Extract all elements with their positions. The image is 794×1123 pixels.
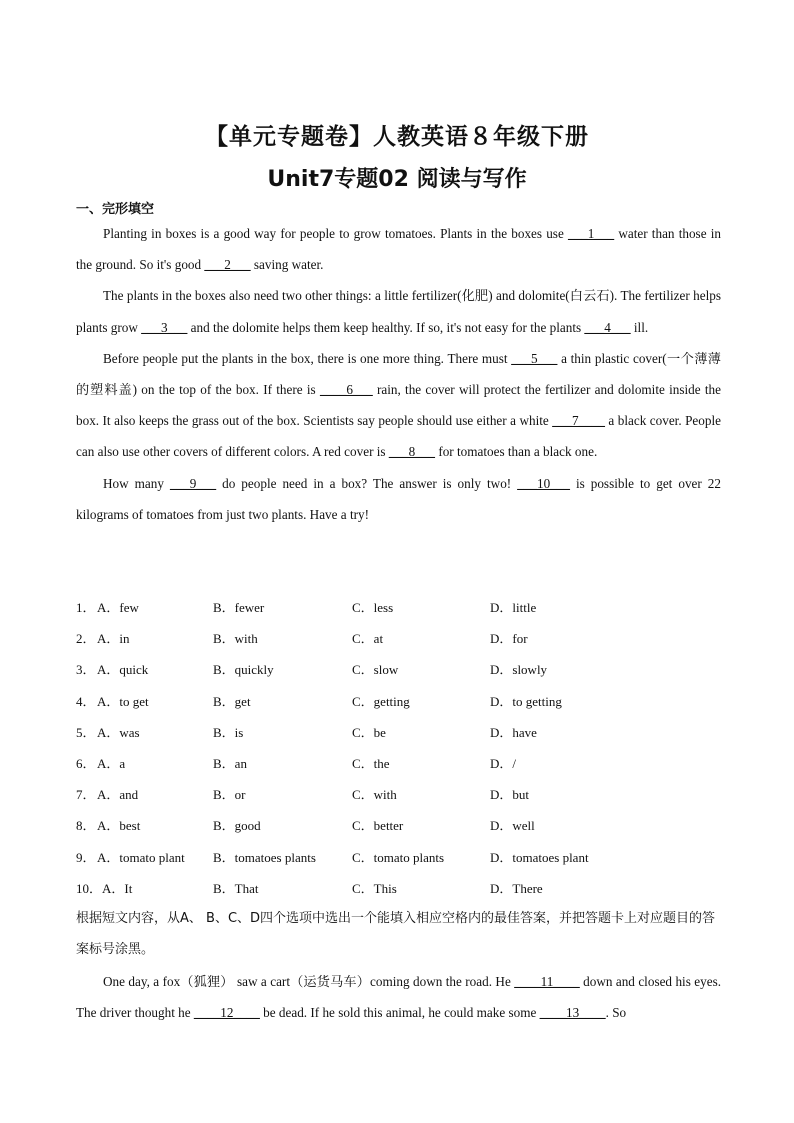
paragraph-4: How many ___9___ do people need in a box? The answer is only two! ___10___ is possible to get over 22 kilograms of tomatoes from just two plants. Have a try! [76, 475, 721, 522]
reading-passage [76, 966, 721, 1028]
blank-1: ___1___ [567, 226, 615, 241]
option-row: 8． A．best B．good C．better D．well [76, 818, 535, 834]
option-row: 1． A．few B．fewer C．less D．little [76, 600, 537, 615]
blank-3: ___3___ [141, 319, 188, 335]
option-row: 4． A．to get B．get C．getting D．to getting [76, 693, 562, 709]
page-subtitle: Unit7专题02 阅读与写作 [267, 167, 527, 192]
paragraph-1: Planting in boxes is a good way for people to grow tomatoes. Plants in the boxes use ___1___ water than those in the ground. So it's good ___2___ saving water. [76, 226, 721, 273]
option-row: 5． A．was B．is C．be D．have [76, 724, 537, 740]
option-row: 10． A．It B．That C．This D．There [76, 880, 543, 896]
option-row: 2． A．in B．with C．at D．for [76, 631, 528, 647]
blank-8: ___8___ [388, 444, 436, 460]
blank-5: ___5___ [511, 350, 558, 366]
blank-7: ___7____ [552, 413, 605, 429]
section-heading: 一、完形填空 [76, 202, 155, 217]
blank-11: ____11____ [514, 974, 580, 989]
paragraph-3: Before people put the plants in the box, there is one more thing. There must ___5___ a thin plastic cover(一个薄薄的塑料盖) on the top of the box. If there is ____6___ rain, the cover will protect the fertilizer and dolomite inside the box. It also keeps the grass out of the box. Scientists say people should use either a white ___7____ a black cover. People can also use other covers of different colors. A red cover is ___8___ for tomatoes than a black one. [76, 350, 721, 460]
option-row: 3． A．quick B．quickly C．slow D．slowly [76, 662, 548, 678]
blank-10: ___10___ [517, 475, 570, 491]
cloze-passage [76, 218, 721, 530]
paragraph-5: One day, a fox（狐狸） saw a cart（运货马车）coming down the road. He ____11____ down and closed his eyes. The driver thought he ____12____ be dead. If he sold this animal, he could make some ____13____. So [76, 974, 721, 1021]
page-title: 【单元专题卷】人教英语８年级下册 [205, 124, 589, 150]
blank-4: ___4___ [584, 319, 631, 335]
option-row: 6． A．a B．an C．the D．/ [76, 755, 517, 771]
blank-9: ___9___ [169, 475, 217, 491]
blank-2: ___2___ [204, 257, 251, 273]
option-row: 9． A．tomato plant B．tomatoes plants C．tomato plants D．tomatoes plant [76, 849, 589, 865]
paragraph-2: The plants in the boxes also need two other things: a little fertilizer(化肥) and dolomite(白云石). The fertilizer helps plants grow ___3___ and the dolomite helps them keep healthy. If so, it's not easy for the plants ___4___ ill. [76, 288, 721, 335]
option-row: 7． A．and B．or C．with D．but [76, 787, 530, 803]
answer-options [76, 592, 716, 904]
blank-13: ____13____ [539, 1005, 606, 1021]
blank-12: ____12____ [193, 1005, 260, 1021]
blank-6: ____6___ [319, 382, 373, 398]
instruction-text: 根据短文内容，从A、 B、C、D四个选项中选出一个能填入相应空格内的最佳答案，并把答题卡上对应题目的答案标号涂黑。 [76, 911, 716, 957]
